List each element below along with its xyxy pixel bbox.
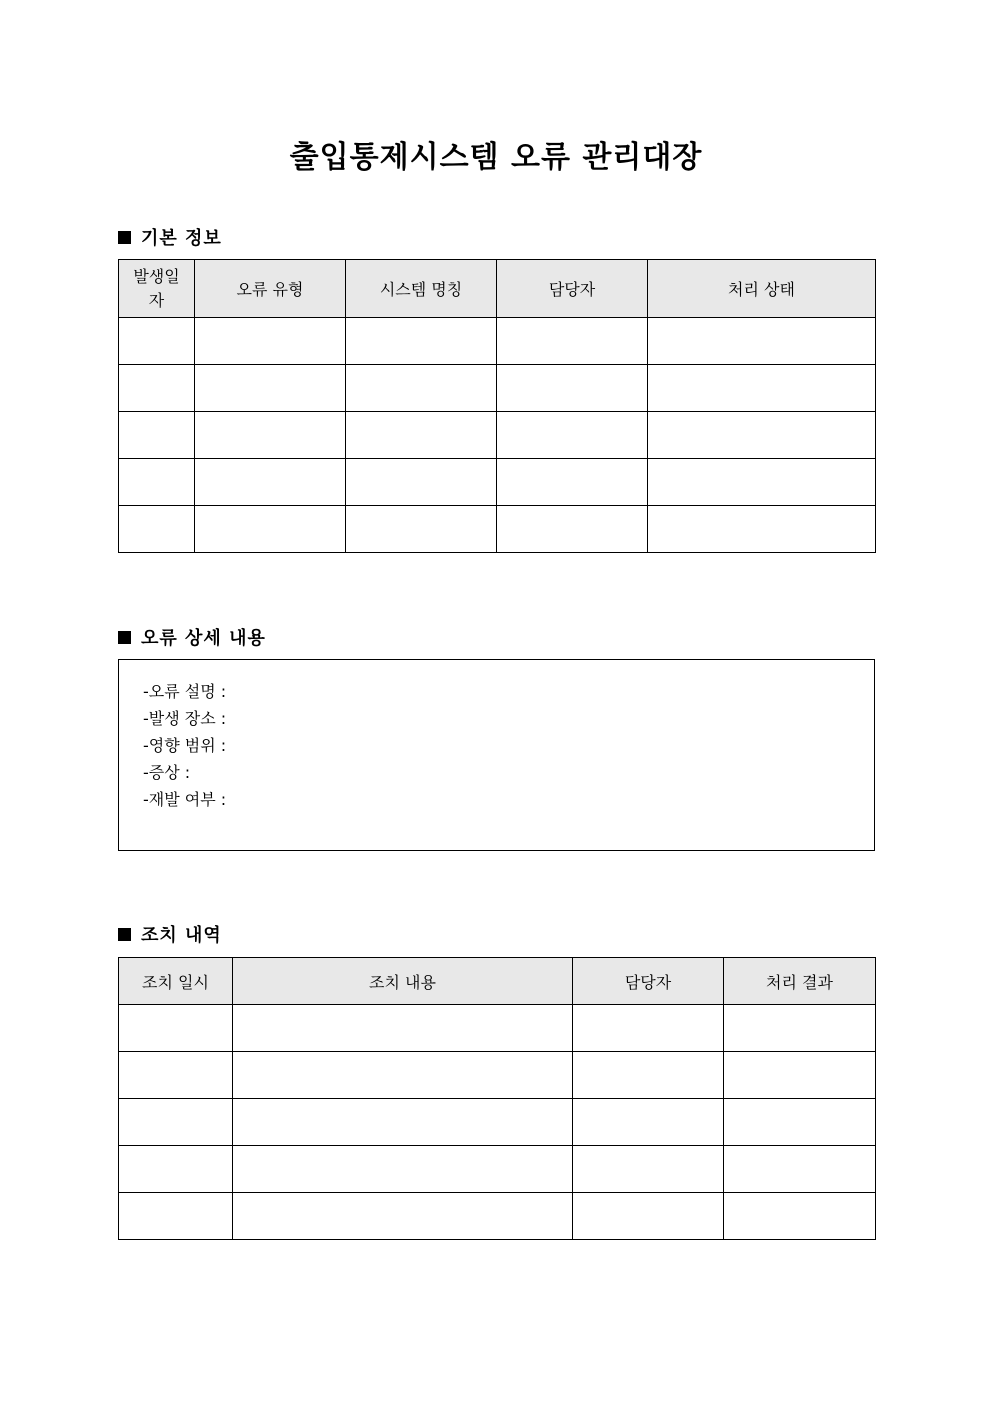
table-cell[interactable]	[233, 1052, 573, 1099]
table-row	[119, 412, 876, 459]
table-cell[interactable]	[346, 412, 497, 459]
section-heading-label: 기본 정보	[141, 228, 222, 249]
table-cell[interactable]	[119, 1099, 233, 1146]
table-cell[interactable]	[346, 506, 497, 553]
table-cell[interactable]	[724, 1099, 876, 1146]
detail-line-impact: -영향 범위 :	[143, 736, 227, 755]
table-row	[119, 365, 876, 412]
section-heading-label: 오류 상세 내용	[141, 628, 266, 649]
table-cell[interactable]	[346, 459, 497, 506]
table-cell[interactable]	[119, 1052, 233, 1099]
table-row	[119, 1005, 876, 1052]
table-cell[interactable]	[195, 412, 346, 459]
detail-line-location: -발생 장소 :	[143, 709, 227, 728]
table-cell[interactable]	[119, 1005, 233, 1052]
column-header-system-name: 시스템 명칭	[346, 260, 497, 318]
table-cell[interactable]	[573, 1099, 724, 1146]
black-square-icon	[118, 928, 131, 941]
table-header-row	[119, 260, 876, 318]
column-header-error-type: 오류 유형	[195, 260, 346, 318]
table-cell[interactable]	[573, 1052, 724, 1099]
table-cell[interactable]	[724, 1052, 876, 1099]
column-header-date	[119, 260, 195, 318]
table-cell[interactable]	[648, 506, 876, 553]
black-square-icon	[118, 231, 131, 244]
table-cell[interactable]	[497, 365, 648, 412]
error-detail-list	[143, 678, 226, 813]
column-header-action-date: 조치 일시	[119, 958, 233, 1005]
table-cell[interactable]	[119, 412, 195, 459]
column-header-manager: 담당자	[573, 958, 724, 1005]
detail-line-recurrence: -재발 여부 :	[143, 790, 227, 809]
table-cell[interactable]	[648, 459, 876, 506]
section-heading-actions	[118, 921, 222, 947]
table-cell[interactable]	[119, 318, 195, 365]
table-row	[119, 1099, 876, 1146]
table-cell[interactable]	[724, 1193, 876, 1240]
table-cell[interactable]	[195, 318, 346, 365]
column-header-status: 처리 상태	[648, 260, 876, 318]
table-row	[119, 506, 876, 553]
table-row	[119, 1193, 876, 1240]
table-cell[interactable]	[648, 318, 876, 365]
table-cell[interactable]	[233, 1193, 573, 1240]
table-row	[119, 1146, 876, 1193]
table-cell[interactable]	[119, 1146, 233, 1193]
table-cell[interactable]	[119, 365, 195, 412]
table-cell[interactable]	[724, 1005, 876, 1052]
table-cell[interactable]	[497, 506, 648, 553]
table-cell[interactable]	[233, 1099, 573, 1146]
actions-table	[118, 957, 876, 1240]
table-cell[interactable]	[346, 318, 497, 365]
table-row	[119, 318, 876, 365]
table-cell[interactable]	[346, 365, 497, 412]
table-cell[interactable]	[648, 365, 876, 412]
column-header-action-content: 조치 내용	[233, 958, 573, 1005]
table-header-row	[119, 958, 876, 1005]
column-header-date-line1: 발생일	[133, 266, 180, 286]
column-header-result: 처리 결과	[724, 958, 876, 1005]
document-title: 출입통제시스템 오류 관리대장	[289, 140, 703, 175]
table-cell[interactable]	[497, 318, 648, 365]
section-heading-label: 조치 내역	[141, 925, 222, 946]
table-cell[interactable]	[119, 459, 195, 506]
section-heading-error-detail	[118, 624, 266, 650]
table-cell[interactable]	[573, 1146, 724, 1193]
table-cell[interactable]	[233, 1146, 573, 1193]
table-cell[interactable]	[233, 1005, 573, 1052]
detail-line-symptom: -증상 :	[143, 763, 191, 782]
column-header-date-line2: 자	[148, 290, 165, 310]
table-cell[interactable]	[573, 1005, 724, 1052]
table-cell[interactable]	[497, 459, 648, 506]
table-row	[119, 1052, 876, 1099]
table-cell[interactable]	[119, 1193, 233, 1240]
table-cell[interactable]	[119, 506, 195, 553]
basic-info-table	[118, 259, 876, 553]
column-header-manager: 담당자	[497, 260, 648, 318]
black-square-icon	[118, 631, 131, 644]
table-cell[interactable]	[195, 365, 346, 412]
table-cell[interactable]	[497, 412, 648, 459]
error-detail-box	[118, 659, 875, 851]
detail-line-description: -오류 설명 :	[143, 682, 227, 701]
table-cell[interactable]	[648, 412, 876, 459]
table-cell[interactable]	[724, 1146, 876, 1193]
table-cell[interactable]	[573, 1193, 724, 1240]
table-row	[119, 459, 876, 506]
section-heading-basic-info	[118, 224, 222, 250]
table-cell[interactable]	[195, 459, 346, 506]
table-cell[interactable]	[195, 506, 346, 553]
